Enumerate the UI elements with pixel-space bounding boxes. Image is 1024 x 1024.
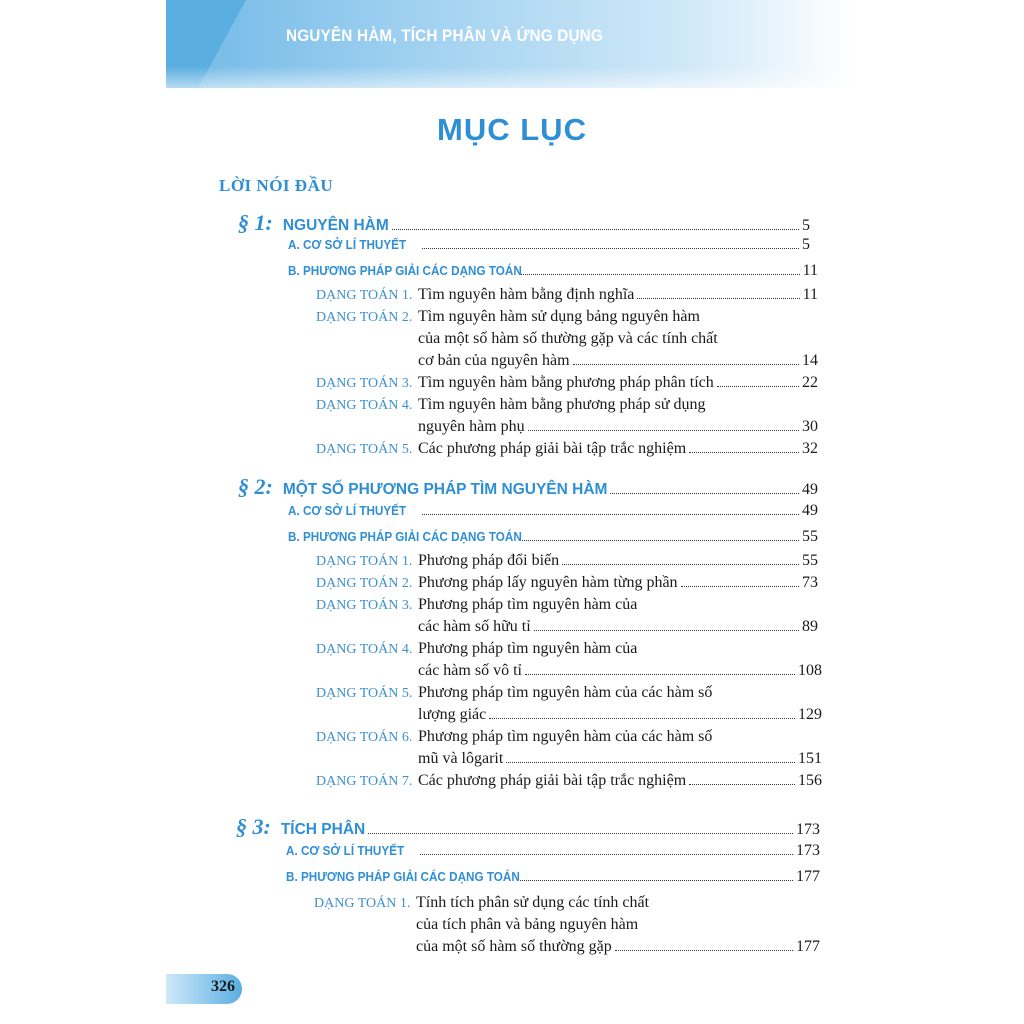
- subsection-title: A. CƠ SỞ LÍ THUYẾT: [288, 503, 407, 518]
- entry-text: Phương pháp lấy nguyên hàm từng phần: [418, 574, 678, 591]
- toc-entry: [316, 308, 818, 332]
- page-number: 173: [796, 842, 820, 859]
- entry-text: Phương pháp đổi biến: [418, 552, 560, 569]
- toc-entry: [316, 728, 822, 752]
- entry-text: Phương pháp tìm nguyên hàm của các hàm số: [418, 728, 713, 745]
- entry-text: Tìm nguyên hàm bằng định nghĩa: [418, 286, 635, 303]
- entry-text: Phương pháp tìm nguyên hàm của: [418, 596, 638, 613]
- section-number: § 3:: [236, 814, 271, 839]
- entry-label: DẠNG TOÁN 3.: [316, 376, 413, 391]
- entry-text: các hàm số vô tỉ: [418, 662, 522, 679]
- page-number: 177: [796, 938, 820, 955]
- toc-entry-continued: [418, 662, 822, 686]
- toc-entry-continued: [418, 352, 818, 376]
- dot-leader: [520, 540, 799, 541]
- entry-label: DẠNG TOÁN 1.: [314, 896, 411, 911]
- entry-label: DẠNG TOÁN 4.: [316, 642, 413, 657]
- subsection-title: B. PHƯƠNG PHÁP GIẢI CÁC DẠNG TOÁN: [286, 869, 520, 884]
- section-title: MỘT SỐ PHƯƠNG PHÁP TÌM NGUYÊN HÀM: [282, 481, 608, 498]
- entry-label: DẠNG TOÁN 3.: [316, 598, 413, 613]
- toc-entry: [316, 286, 818, 310]
- toc-entry: [316, 552, 818, 576]
- dot-leader: [610, 493, 799, 494]
- toc-preface: LỜI NÓI ĐẦU: [219, 176, 334, 195]
- dot-leader: [637, 298, 799, 299]
- entry-text: Phương pháp tìm nguyên hàm của các hàm số: [418, 684, 713, 701]
- dot-leader: [534, 630, 799, 631]
- toc-entry-continued: [418, 750, 822, 774]
- dot-leader: [422, 248, 799, 249]
- entry-text: mũ và lôgarit: [418, 750, 504, 767]
- entry-label: DẠNG TOÁN 7.: [316, 774, 413, 789]
- entry-text: Các phương pháp giải bài tập trắc nghiệm: [418, 772, 687, 789]
- entry-text: các hàm số hữu tỉ: [418, 618, 531, 635]
- toc-entry: [316, 374, 818, 398]
- toc-subsection: [288, 262, 818, 286]
- toc-subsection: [288, 236, 810, 260]
- entry-label: DẠNG TOÁN 1.: [316, 288, 413, 303]
- dot-leader: [489, 718, 795, 719]
- section-title: TÍCH PHÂN: [280, 821, 366, 838]
- dot-leader: [422, 514, 799, 515]
- entry-text: lượng giác: [418, 706, 487, 723]
- page-number: 129: [798, 706, 822, 723]
- page-title: MỤC LỤC: [437, 112, 587, 147]
- dot-leader: [562, 564, 799, 565]
- entry-text: Tính tích phân sử dụng các tính chất: [416, 894, 650, 911]
- entry-text: nguyên hàm phụ: [418, 418, 525, 435]
- toc-section-3: [236, 814, 820, 838]
- entry-text: của một số hàm số thường gặp: [416, 938, 612, 955]
- toc-entry-continued: [416, 938, 820, 962]
- page-number: 156: [798, 772, 822, 789]
- dot-leader: [368, 833, 793, 834]
- page-number: 151: [798, 750, 822, 767]
- entry-text: Tìm nguyên hàm sử dụng bảng nguyên hàm: [418, 308, 700, 325]
- page-number: 49: [802, 502, 818, 519]
- toc-subsection: [288, 502, 818, 526]
- page-number: 30: [802, 418, 818, 435]
- toc-section-1: [238, 210, 810, 234]
- entry-text: Phương pháp tìm nguyên hàm của: [418, 640, 638, 657]
- dot-leader: [420, 854, 793, 855]
- toc-entry: [316, 440, 818, 464]
- entry-text: của tích phân và bảng nguyên hàm: [416, 916, 639, 933]
- running-header: NGUYÊN HÀM, TÍCH PHÂN VÀ ỨNG DỤNG: [286, 26, 603, 45]
- page-number: 22: [802, 374, 818, 391]
- dot-leader: [518, 880, 793, 881]
- section-number: § 1:: [238, 210, 273, 235]
- toc-entry: [316, 574, 818, 598]
- toc-subsection: [286, 868, 820, 892]
- page-number: 177: [796, 868, 820, 885]
- page-number-footer: 326: [211, 978, 235, 995]
- toc-section-2: [238, 474, 818, 498]
- subsection-title: A. CƠ SỞ LÍ THUYẾT: [286, 843, 405, 858]
- toc-entry-continued: [418, 418, 818, 442]
- section-number: § 2:: [238, 474, 273, 499]
- page-number: 73: [802, 574, 818, 591]
- page-number: 173: [796, 821, 820, 838]
- section-title: NGUYÊN HÀM: [282, 217, 389, 234]
- toc-entry: [316, 772, 822, 796]
- dot-leader: [717, 386, 799, 387]
- dot-leader: [520, 274, 800, 275]
- page-number: 5: [802, 236, 810, 253]
- dot-leader: [525, 674, 795, 675]
- toc-entry-continued: [418, 706, 822, 730]
- page-number: 108: [798, 662, 822, 679]
- entry-label: DẠNG TOÁN 2.: [316, 310, 413, 325]
- dot-leader: [615, 950, 793, 951]
- dot-leader: [392, 229, 799, 230]
- page-number: 32: [802, 440, 818, 457]
- toc-entry: [316, 596, 818, 620]
- page-number: 49: [802, 481, 818, 498]
- toc-entry: [314, 894, 820, 918]
- page-number: 89: [802, 618, 818, 635]
- entry-label: DẠNG TOÁN 4.: [316, 398, 413, 413]
- dot-leader: [573, 364, 799, 365]
- entry-label: DẠNG TOÁN 5.: [316, 442, 413, 457]
- entry-text: Tìm nguyên hàm bằng phương pháp sử dụng: [418, 396, 706, 413]
- page-number: 11: [802, 262, 818, 279]
- page-number: 5: [802, 217, 810, 234]
- dot-leader: [681, 586, 799, 587]
- entry-label: DẠNG TOÁN 1.: [316, 554, 413, 569]
- dot-leader: [506, 762, 795, 763]
- entry-text: Tìm nguyên hàm bằng phương pháp phân tích: [418, 374, 714, 391]
- entry-text: của một số hàm số thường gặp và các tính chất: [418, 330, 718, 347]
- subsection-title: B. PHƯƠNG PHÁP GIẢI CÁC DẠNG TOÁN: [288, 263, 522, 278]
- toc-entry: [316, 684, 822, 708]
- toc-entry: [316, 396, 818, 420]
- dot-leader: [528, 430, 799, 431]
- dot-leader: [689, 784, 795, 785]
- page-number: 11: [802, 286, 818, 303]
- entry-text: Các phương pháp giải bài tập trắc nghiệm: [418, 440, 687, 457]
- subsection-title: B. PHƯƠNG PHÁP GIẢI CÁC DẠNG TOÁN: [288, 529, 522, 544]
- toc-subsection: [288, 528, 818, 552]
- toc-entry: [316, 640, 822, 664]
- page-number: 55: [802, 552, 818, 569]
- entry-label: DẠNG TOÁN 6.: [316, 730, 413, 745]
- dot-leader: [689, 452, 799, 453]
- toc-entry-continued: [418, 618, 818, 642]
- page-number: 55: [802, 528, 818, 545]
- subsection-title: A. CƠ SỞ LÍ THUYẾT: [288, 237, 407, 252]
- entry-label: DẠNG TOÁN 2.: [316, 576, 413, 591]
- page-number: 14: [802, 352, 818, 369]
- entry-text: cơ bản của nguyên hàm: [418, 352, 570, 369]
- toc-subsection: [286, 842, 820, 866]
- entry-label: DẠNG TOÁN 5.: [316, 686, 413, 701]
